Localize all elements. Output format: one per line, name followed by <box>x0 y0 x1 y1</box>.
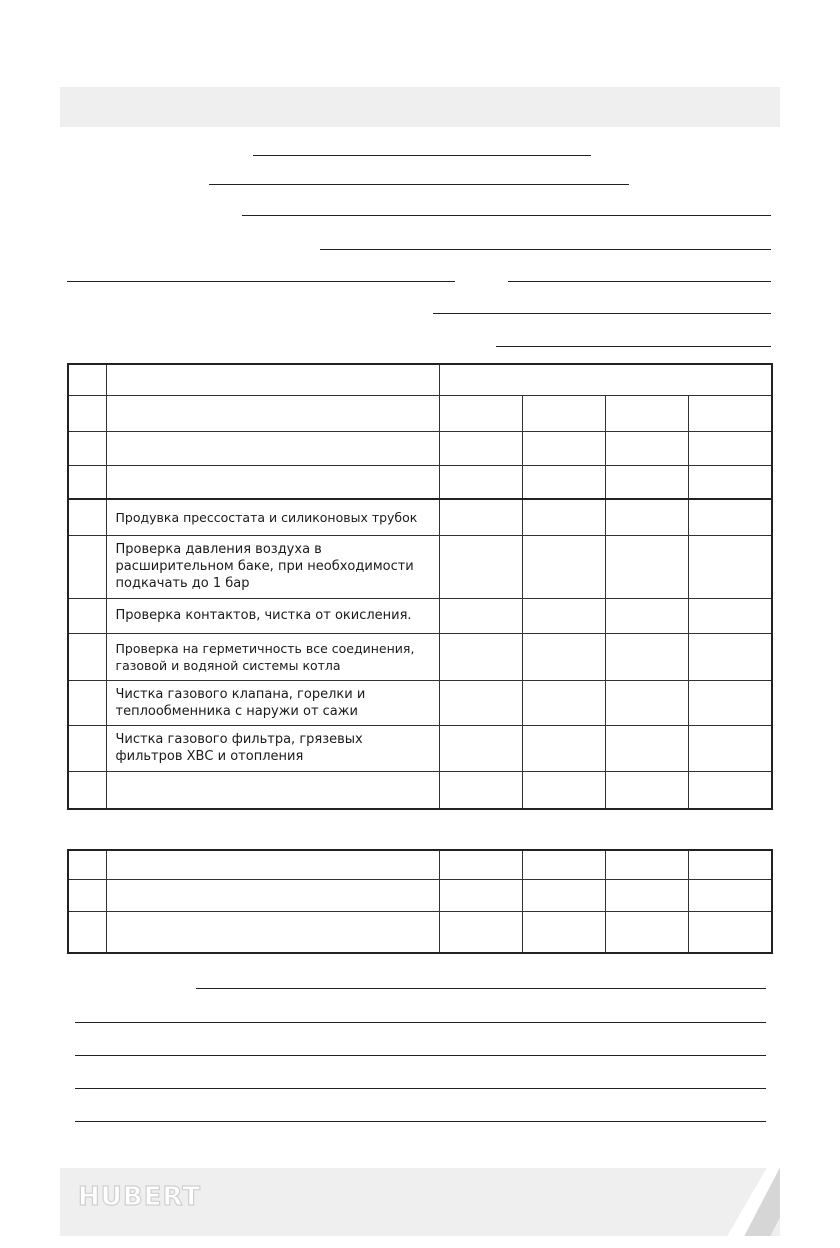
table-row <box>68 911 772 953</box>
row-num-cell <box>68 725 106 771</box>
mark-cell[interactable] <box>605 465 688 499</box>
table-row <box>68 598 772 633</box>
mark-cell[interactable] <box>688 535 772 598</box>
operation-cell <box>106 499 439 535</box>
fill-line-5a[interactable] <box>67 281 455 282</box>
table-row <box>68 465 772 499</box>
operation-text: Продувка прессостата и силиконовых трубок <box>115 509 418 525</box>
operation-text: Проверка на герметичность все соединения, газовой и водяной системы котла <box>115 640 415 673</box>
mark-cell[interactable] <box>605 911 688 953</box>
mark-cell[interactable] <box>522 465 605 499</box>
secondary-table <box>67 849 773 954</box>
mark-cell[interactable] <box>605 850 688 879</box>
table-row <box>68 771 772 809</box>
mark-cell[interactable] <box>522 535 605 598</box>
header-period-cell <box>439 364 772 395</box>
mark-cell[interactable] <box>522 850 605 879</box>
operation-cell <box>106 725 439 771</box>
notes-line-4[interactable] <box>75 1088 766 1089</box>
mark-cell[interactable] <box>605 879 688 911</box>
mark-cell[interactable] <box>688 499 772 535</box>
row-num-cell <box>68 680 106 725</box>
mark-cell[interactable] <box>688 465 772 499</box>
mark-cell[interactable] <box>522 771 605 809</box>
mark-cell[interactable] <box>688 680 772 725</box>
mark-cell[interactable] <box>688 633 772 680</box>
mark-cell[interactable] <box>522 879 605 911</box>
table-row <box>68 535 772 598</box>
table-header-row <box>68 364 772 395</box>
decorative-slash-icon <box>718 1168 780 1236</box>
table-row <box>68 395 772 431</box>
mark-cell[interactable] <box>522 680 605 725</box>
operation-cell <box>106 771 439 809</box>
operation-cell <box>106 465 439 499</box>
mark-cell[interactable] <box>688 431 772 465</box>
mark-cell[interactable] <box>522 395 605 431</box>
mark-cell[interactable] <box>522 633 605 680</box>
operation-text: Проверка контактов, чистка от окисления. <box>115 608 412 623</box>
row-num-cell <box>68 465 106 499</box>
fill-line-1[interactable] <box>253 155 591 156</box>
mark-cell[interactable] <box>439 535 522 598</box>
row-num-cell <box>68 633 106 680</box>
notes-line-2[interactable] <box>75 1022 766 1023</box>
mark-cell[interactable] <box>439 911 522 953</box>
mark-cell[interactable] <box>605 633 688 680</box>
operation-cell <box>106 879 439 911</box>
operation-cell <box>106 850 439 879</box>
mark-cell[interactable] <box>688 911 772 953</box>
mark-cell[interactable] <box>439 431 522 465</box>
table-row <box>68 633 772 680</box>
operation-text: Чистка газового фильтра, грязевых фильтров ХВС и отопления <box>115 732 363 764</box>
mark-cell[interactable] <box>605 395 688 431</box>
operation-cell <box>106 911 439 953</box>
operation-cell <box>106 431 439 465</box>
operation-cell <box>106 598 439 633</box>
mark-cell[interactable] <box>605 499 688 535</box>
mark-cell[interactable] <box>439 499 522 535</box>
mark-cell[interactable] <box>605 431 688 465</box>
table-row <box>68 499 772 535</box>
operation-cell <box>106 395 439 431</box>
mark-cell[interactable] <box>439 680 522 725</box>
operation-cell <box>106 535 439 598</box>
mark-cell[interactable] <box>439 395 522 431</box>
mark-cell[interactable] <box>439 598 522 633</box>
fill-line-2[interactable] <box>209 184 629 185</box>
table-row <box>68 725 772 771</box>
footer-band <box>60 1168 780 1236</box>
mark-cell[interactable] <box>522 911 605 953</box>
fill-line-6[interactable] <box>433 313 771 314</box>
header-num-cell <box>68 364 106 395</box>
header-band <box>60 87 780 127</box>
notes-line-5[interactable] <box>75 1121 766 1122</box>
mark-cell[interactable] <box>688 850 772 879</box>
mark-cell[interactable] <box>522 725 605 771</box>
mark-cell[interactable] <box>439 850 522 879</box>
row-num-cell <box>68 850 106 879</box>
mark-cell[interactable] <box>605 535 688 598</box>
row-num-cell <box>68 771 106 809</box>
fill-line-5b[interactable] <box>508 281 771 282</box>
mark-cell[interactable] <box>522 598 605 633</box>
mark-cell[interactable] <box>439 879 522 911</box>
mark-cell[interactable] <box>522 499 605 535</box>
mark-cell[interactable] <box>605 680 688 725</box>
mark-cell[interactable] <box>688 395 772 431</box>
row-num-cell <box>68 499 106 535</box>
header-operation-cell <box>106 364 439 395</box>
mark-cell[interactable] <box>605 771 688 809</box>
fill-line-3[interactable] <box>242 215 771 216</box>
notes-line-1[interactable] <box>196 988 766 989</box>
table-row <box>68 431 772 465</box>
mark-cell[interactable] <box>439 725 522 771</box>
operation-cell <box>106 680 439 725</box>
notes-line-3[interactable] <box>75 1055 766 1056</box>
mark-cell[interactable] <box>439 771 522 809</box>
row-num-cell <box>68 911 106 953</box>
fill-line-7[interactable] <box>496 346 771 347</box>
mark-cell[interactable] <box>688 771 772 809</box>
row-num-cell <box>68 395 106 431</box>
row-num-cell <box>68 879 106 911</box>
mark-cell[interactable] <box>522 431 605 465</box>
mark-cell[interactable] <box>605 725 688 771</box>
operation-cell <box>106 633 439 680</box>
mark-cell[interactable] <box>688 598 772 633</box>
brand-logo: HUBERT <box>78 1182 202 1212</box>
maintenance-table <box>67 363 773 810</box>
mark-cell[interactable] <box>688 725 772 771</box>
row-num-cell <box>68 535 106 598</box>
operation-text: Чистка газового клапана, горелки и теплообменника с наружи от сажи <box>115 686 366 719</box>
table-row <box>68 879 772 911</box>
operation-text: Проверка давления воздуха в расширительном баке, при необходимости подкачать до 1 бар <box>115 542 414 591</box>
mark-cell[interactable] <box>605 598 688 633</box>
mark-cell[interactable] <box>688 879 772 911</box>
row-num-cell <box>68 431 106 465</box>
mark-cell[interactable] <box>439 633 522 680</box>
row-num-cell <box>68 598 106 633</box>
mark-cell[interactable] <box>439 465 522 499</box>
table-row <box>68 850 772 879</box>
table-row <box>68 680 772 725</box>
fill-line-4[interactable] <box>320 249 771 250</box>
